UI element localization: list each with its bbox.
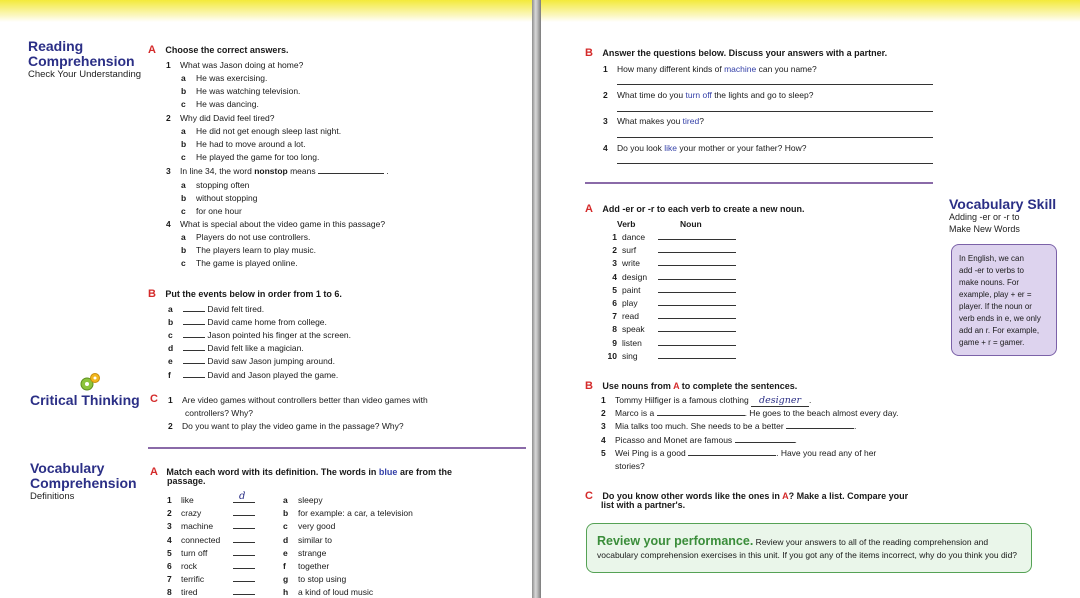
top-bar (541, 0, 1080, 22)
option-a: a He was exercising. (181, 73, 268, 83)
match-blank[interactable] (233, 594, 255, 595)
review-title: Review your performance. (597, 534, 754, 548)
verb-row: 5 paint (597, 285, 736, 296)
verb-row: 10 sing (597, 351, 736, 362)
review-line-1: Review your performance. Review your answers to all of the reading comprehension and (597, 534, 989, 548)
match-blank[interactable] (233, 568, 255, 569)
add-a-heading: A Add -er or -r to each verb to create a new noun. (585, 203, 805, 215)
noun-blank[interactable] (658, 331, 736, 332)
option-b: b The players learn to play music. (181, 245, 316, 255)
verb-row: 9 listen (597, 338, 736, 349)
option-b: b He had to move around a lot. (181, 139, 306, 149)
skill-box-line: In English, we can (959, 254, 1024, 263)
skill-box-line: verb ends in e, we only (959, 314, 1041, 323)
use-b-heading: B Use nouns from A to complete the sentences. (585, 380, 798, 392)
answer-blank[interactable] (786, 428, 854, 429)
vocab-word-row: 7 terrific g to stop using (167, 574, 347, 585)
list-c-heading-cont: list with a partner's. (601, 500, 686, 510)
match-blank[interactable] (233, 581, 255, 582)
noun-blank[interactable] (658, 239, 736, 240)
option-c: c The game is played online. (181, 258, 298, 268)
question-2: 2 Why did David feel tired? (166, 113, 275, 123)
verb-row: 2 surf (597, 245, 736, 256)
vocab-skill-box (951, 244, 1057, 356)
order-blank[interactable] (183, 337, 205, 338)
option-c: c He played the game for too long. (181, 152, 320, 162)
noun-blank[interactable] (658, 345, 736, 346)
noun-blank[interactable] (658, 265, 736, 266)
skill-box-line: player. If the noun or (959, 302, 1032, 311)
verb-row: 3 write (597, 258, 736, 269)
vocab-word-row: 1 like a sleepy (167, 495, 323, 505)
match-blank[interactable] (233, 515, 255, 516)
sentence-2: 2 Marco is a . He goes to the beach almost every day. (601, 408, 899, 418)
skill-box-line: add -er to verbs to (959, 266, 1024, 275)
match-blank[interactable] (233, 542, 255, 543)
divider (585, 182, 933, 184)
right-page (541, 0, 1080, 598)
section-b-heading: B Put the events below in order from 1 to 6. (148, 288, 342, 300)
option-a: a stopping often (181, 180, 250, 190)
review-box (586, 523, 1032, 573)
vocab-title: Vocabulary (30, 460, 105, 476)
vocab-word-row: 8 tired h a kind of loud music (167, 587, 374, 598)
section-letter: C (150, 393, 158, 405)
discuss-question-2: 2 What time do you turn off the lights and go to sleep? (603, 90, 814, 100)
reading-subtitle: Check Your Understanding (28, 69, 142, 80)
verb-row: 7 read (597, 311, 736, 322)
answer-line[interactable] (617, 163, 933, 164)
vocab-word-row: 4 connected d similar to (167, 534, 333, 545)
skill-box-line: make nouns. For (959, 278, 1020, 287)
noun-blank[interactable] (658, 318, 736, 319)
section-instruction: Choose the correct answers. (165, 45, 289, 55)
order-blank[interactable] (183, 377, 205, 378)
vocab-word-row: 6 rock f together (167, 561, 330, 571)
vocab-title-2: Comprehension (30, 475, 137, 491)
discuss-question-3: 3 What makes you tired? (603, 116, 704, 126)
column-verb: Verb (617, 219, 636, 229)
section-letter: A (148, 44, 156, 56)
verb-row: 6 play (597, 298, 736, 309)
discuss-question-4: 4 Do you look like your mother or your father? How? (603, 143, 807, 153)
vocab-skill-subtitle: Adding -er or -r to (949, 212, 1020, 222)
answer-line[interactable] (617, 111, 933, 112)
event-e: e David saw Jason jumping around. (168, 356, 335, 366)
vocab-a-heading: A Match each word with its definition. The words in blue are from the (150, 466, 452, 478)
critical-question-2: 2 Do you want to play the video game in the passage? Why? (168, 421, 404, 431)
sentence-4: 4 Picasso and Monet are famous . (601, 435, 797, 445)
noun-blank[interactable] (658, 252, 736, 253)
event-b: b David came home from college. (168, 317, 327, 327)
list-c-heading: C Do you know other words like the ones in A? Make a list. Compare your (585, 490, 909, 502)
reading-title: Reading (28, 38, 84, 54)
answer-blank[interactable] (735, 442, 795, 443)
order-blank[interactable] (183, 350, 205, 351)
verb-row: 8 speak (597, 324, 736, 335)
top-bar (0, 0, 532, 22)
noun-blank[interactable] (658, 292, 736, 293)
sentence-5-cont: stories? (615, 461, 645, 471)
vocab-word-row: 5 turn off e strange (167, 547, 327, 558)
critical-question-1: 1 Are video games without controllers better than video games with (168, 395, 428, 405)
event-d: d David felt like a magician. (168, 343, 304, 353)
order-blank[interactable] (183, 363, 205, 364)
option-a: a He did not get enough sleep last night. (181, 126, 342, 136)
discuss-question-1: 1 How many different kinds of machine can you name? (603, 64, 817, 74)
critical-question-1-cont: controllers? Why? (185, 408, 254, 418)
event-f: f David and Jason played the game. (168, 370, 339, 380)
option-b: b without stopping (181, 193, 258, 203)
sentence-1: 1 Tommy Hilfiger is a famous clothing designer . (601, 395, 812, 406)
page-gutter (532, 0, 541, 598)
section-a-heading (148, 40, 288, 58)
divider (148, 447, 526, 449)
vocab-word-row: 3 machine c very good (167, 521, 336, 532)
sentence-3: 3 Mia talks too much. She needs to be a better . (601, 421, 857, 431)
vocab-word-row: 2 crazy b for example: a car, a television (167, 508, 413, 519)
noun-blank[interactable] (658, 305, 736, 306)
event-a: a David felt tired. (168, 304, 265, 314)
order-blank[interactable] (183, 324, 205, 325)
left-page (0, 0, 532, 598)
reading-title-2: Comprehension (28, 53, 135, 69)
noun-blank[interactable] (658, 358, 736, 359)
answer-blank[interactable] (688, 455, 776, 456)
answer-blank[interactable] (657, 415, 745, 416)
match-blank[interactable] (233, 528, 255, 529)
handwritten-answer[interactable]: designer (751, 395, 809, 407)
vocab-skill-title: Vocabulary Skill (949, 196, 1057, 212)
skill-box-line: add an r. For example, (959, 326, 1040, 335)
answer-line[interactable] (617, 84, 933, 85)
review-line-2: vocabulary comprehension exercises in this unit. If you got any of the items incorrect, why do you think you did? (597, 550, 1018, 560)
noun-blank[interactable] (658, 279, 736, 280)
event-c: c Jason pointed his finger at the screen. (168, 330, 352, 340)
match-blank[interactable] (233, 555, 255, 556)
sentence-5: 5 Wei Ping is a good . Have you read any of her (601, 448, 877, 458)
vocab-skill-subtitle-2: Make New Words (949, 224, 1020, 234)
match-blank[interactable] (233, 502, 255, 503)
column-noun: Noun (680, 219, 702, 229)
option-c: c for one hour (181, 206, 242, 216)
verb-row: 4 design (597, 272, 736, 283)
vocab-a-heading-cont: passage. (167, 476, 206, 486)
verb-row: 1 dance (597, 232, 736, 243)
handwritten-answer: d (239, 491, 246, 502)
vocab-subtitle: Definitions (30, 491, 75, 502)
option-a: a Players do not use controllers. (181, 232, 311, 242)
answer-blank[interactable] (318, 173, 384, 174)
option-c: c He was dancing. (181, 99, 259, 109)
answer-line[interactable] (617, 137, 933, 138)
question-3: 3 In line 34, the word nonstop means . (166, 166, 389, 176)
skill-box-line: example, play + er = (959, 290, 1032, 299)
option-b: b He was watching television. (181, 86, 301, 96)
skill-box-line: game + r = gamer. (959, 338, 1025, 347)
question-1: 1 What was Jason doing at home? (166, 60, 304, 70)
order-blank[interactable] (183, 311, 205, 312)
discuss-b-heading: B Answer the questions below. Discuss your answers with a partner. (585, 47, 888, 59)
gear-icon (78, 372, 102, 392)
question-4: 4 What is special about the video game in this passage? (166, 219, 386, 229)
critical-thinking-title: Critical Thinking (30, 392, 140, 408)
